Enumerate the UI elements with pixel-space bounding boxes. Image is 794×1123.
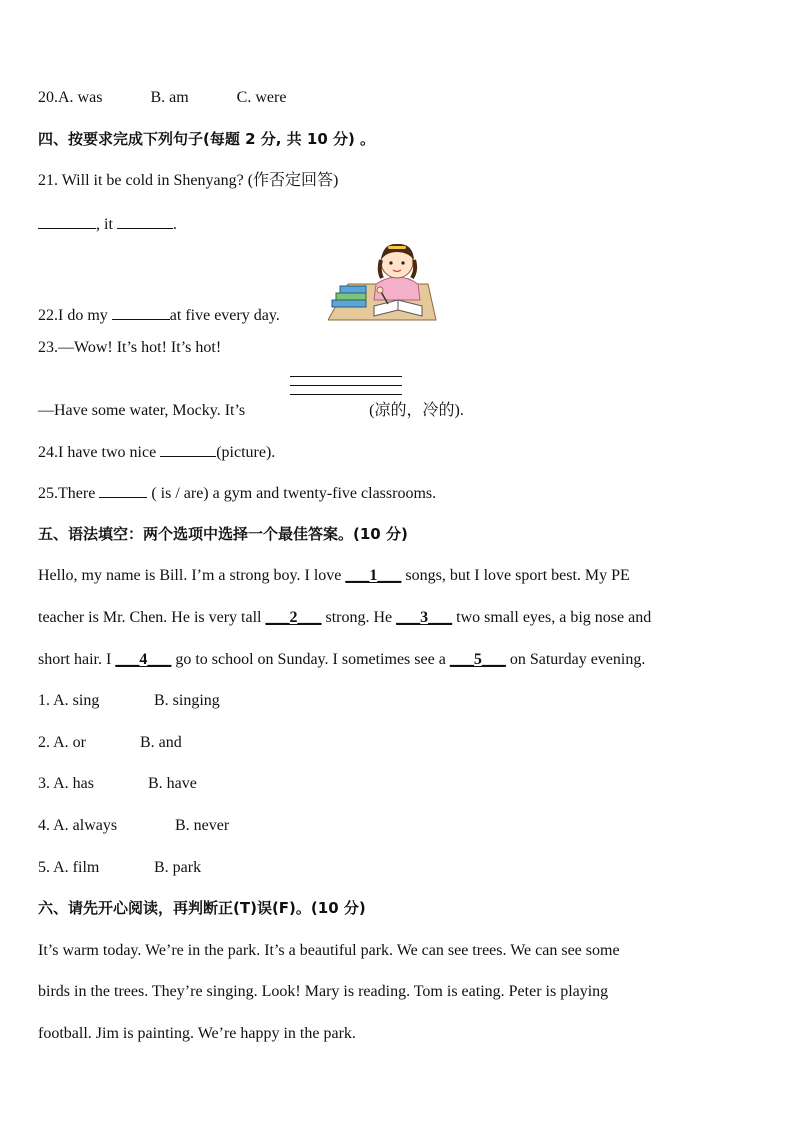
- q23-line-2: [38, 401, 464, 421]
- passage-5-line-3: [38, 650, 645, 670]
- passage-text: two small eyes, a big nose and: [456, 609, 652, 626]
- q21-blank-1[interactable]: [38, 214, 96, 229]
- passage-text: teacher is Mr. Chen. He is very tall: [38, 609, 262, 626]
- q21-answer-end: .: [172, 216, 177, 233]
- option-row-2: [38, 733, 182, 753]
- q23-line-1: 23.—Wow! It’s hot! It’s hot!: [38, 339, 222, 356]
- q23-blank-lines[interactable]: [290, 376, 402, 403]
- q21-answer-mid: , it: [96, 216, 113, 233]
- option-4-b[interactable]: B. never: [175, 817, 230, 834]
- passage-text: Hello, my name is Bill. I’m a strong boy. I love: [38, 567, 342, 584]
- section-6-title: 六、请先开心阅读，再判断正(T)误(F)。(10 分): [38, 899, 366, 917]
- option-row-1: [38, 691, 220, 711]
- option-5-b[interactable]: B. park: [154, 859, 202, 876]
- option-4-a[interactable]: 4. A. always: [38, 817, 118, 834]
- option-2-a[interactable]: 2. A. or: [38, 734, 86, 751]
- q25-pre: 25.There: [38, 485, 96, 502]
- passage-text: short hair. I: [38, 651, 112, 668]
- q21-blank-2[interactable]: [117, 214, 173, 229]
- q20-option-b: B. am: [150, 89, 189, 106]
- q20-options: [38, 88, 286, 108]
- q24-post: (picture).: [216, 444, 276, 461]
- option-row-4: [38, 816, 229, 836]
- blank-2[interactable]: ___2___: [265, 609, 322, 626]
- option-3-a[interactable]: 3. A. has: [38, 775, 94, 792]
- q22-sentence: [38, 305, 280, 326]
- q24-blank[interactable]: [160, 442, 216, 457]
- q25-sentence: [38, 483, 436, 504]
- q21-answer: [38, 214, 177, 235]
- q21-question: 21. Will it be cold in Shenyang? (作否定回答): [38, 172, 339, 189]
- blank-5[interactable]: ___5___: [449, 651, 506, 668]
- q22-post: at five every day.: [169, 307, 280, 324]
- q20-option-a: A. was: [58, 89, 103, 106]
- passage-text: songs, but I love sport best. My PE: [405, 567, 630, 584]
- section-5-title: 五、语法填空：两个选项中选择一个最佳答案。(10 分): [38, 525, 408, 543]
- blank-1[interactable]: ___1___: [345, 567, 402, 584]
- blank-4[interactable]: ___4___: [115, 651, 172, 668]
- q20-option-c: C. were: [236, 89, 287, 106]
- q22-pre: 22.I do my: [38, 307, 108, 324]
- q25-blank[interactable]: [99, 483, 147, 498]
- section-4-title: 四、按要求完成下列句子(每题 2 分, 共 10 分) 。: [38, 130, 376, 148]
- reading-line-1: It’s warm today. We’re in the park. It’s a beautiful park. We can see trees. We can see some: [38, 942, 620, 959]
- option-1-a[interactable]: 1. A. sing: [38, 692, 100, 709]
- q24-pre: 24.I have two nice: [38, 444, 157, 461]
- q20-number: 20.: [38, 89, 58, 106]
- passage-text: strong. He: [325, 609, 393, 626]
- option-1-b[interactable]: B. singing: [154, 692, 220, 709]
- option-row-5: [38, 858, 201, 878]
- passage-5-line-2: [38, 608, 651, 628]
- q24-sentence: [38, 442, 275, 463]
- reading-line-2: birds in the trees. They’re singing. Look! Mary is reading. Tom is eating. Peter is playing: [38, 983, 609, 1000]
- reading-line-3: football. Jim is painting. We’re happy in the park.: [38, 1025, 356, 1042]
- q23-post: (凉的，冷的).: [369, 402, 464, 419]
- option-3-b[interactable]: B. have: [148, 775, 197, 792]
- q22-blank[interactable]: [112, 305, 170, 320]
- q25-post: ( is / are) a gym and twenty-five classrooms.: [151, 485, 437, 502]
- blank-3[interactable]: ___3___: [396, 609, 453, 626]
- q23-pre: —Have some water, Mocky. It’s: [38, 402, 246, 419]
- option-2-b[interactable]: B. and: [140, 734, 182, 751]
- passage-5-line-1: [38, 566, 630, 586]
- passage-text: on Saturday evening.: [509, 651, 646, 668]
- option-5-a[interactable]: 5. A. film: [38, 859, 100, 876]
- option-row-3: [38, 774, 197, 794]
- passage-text: go to school on Sunday. I sometimes see a: [175, 651, 446, 668]
- girl-reading-illustration: [328, 240, 438, 322]
